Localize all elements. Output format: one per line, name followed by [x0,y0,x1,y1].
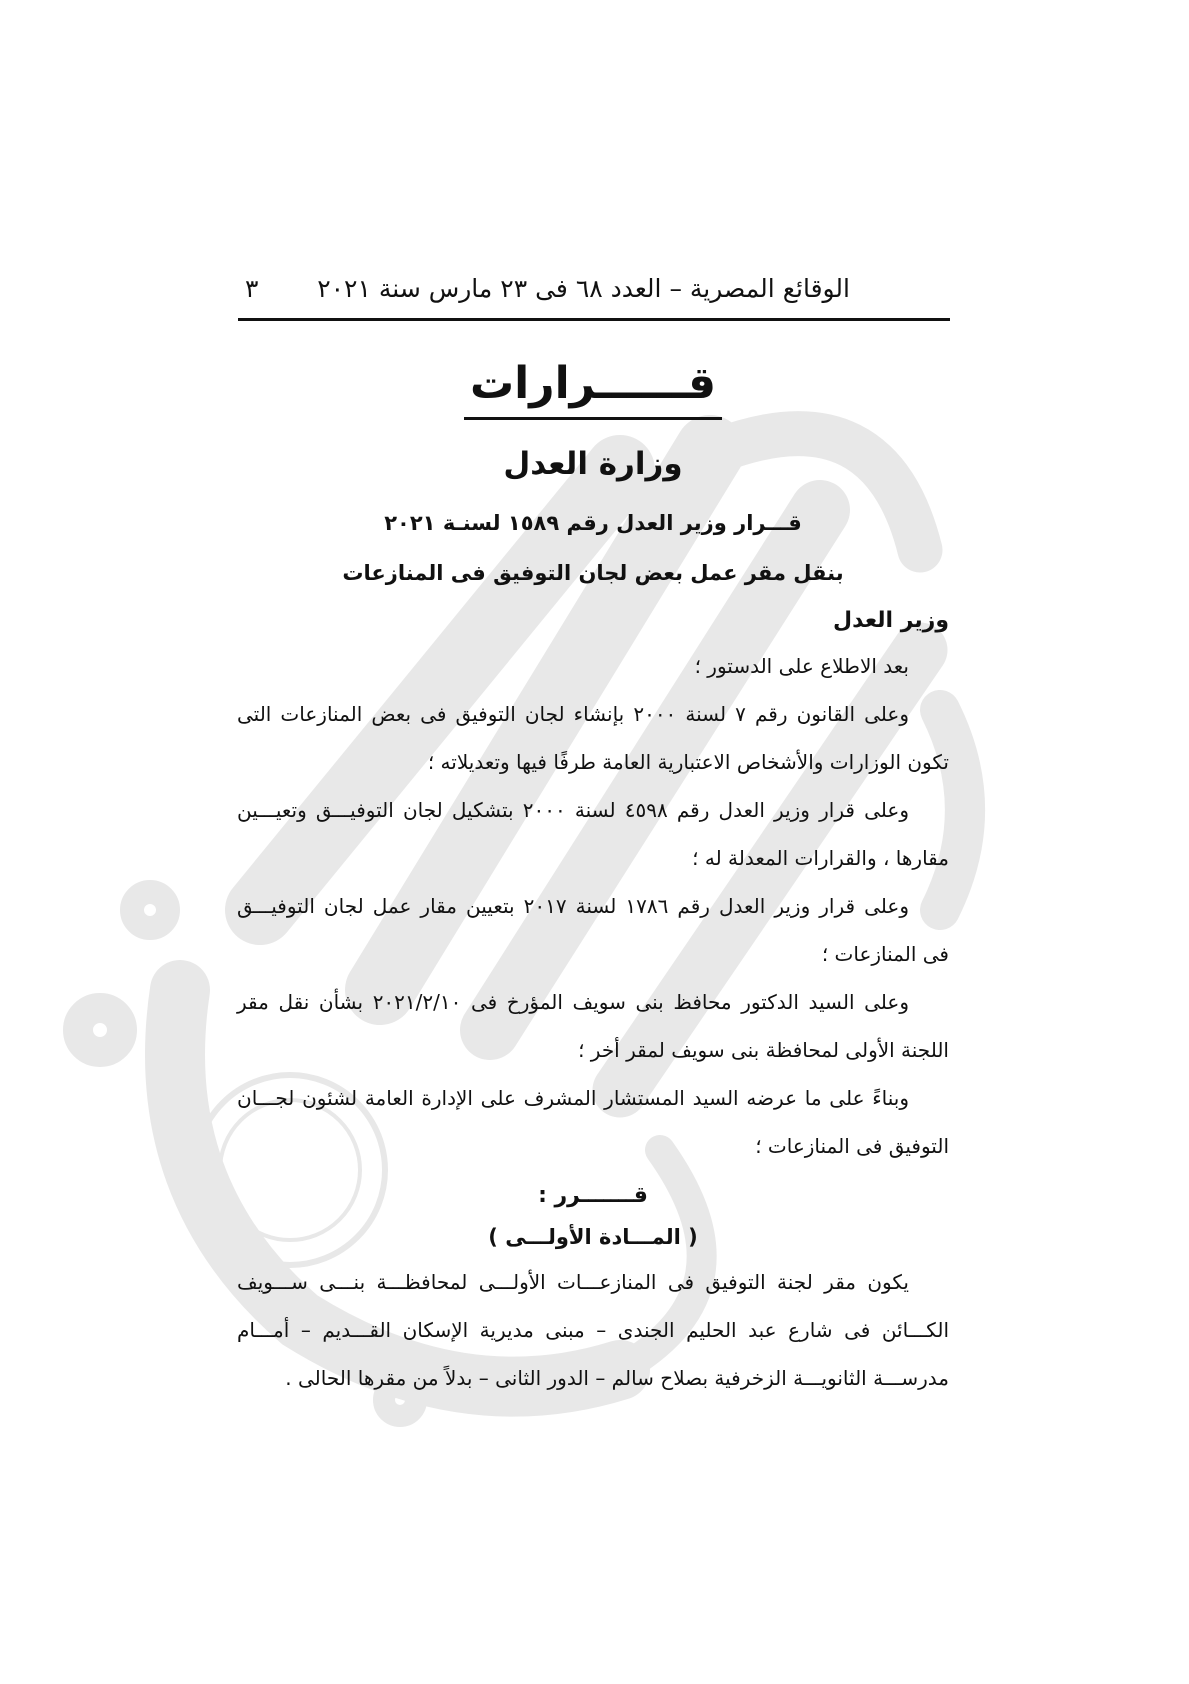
article-title: ( المـــادة الأولـــى ) [488,1225,698,1249]
issuer-heading: وزير العدل [833,608,949,633]
article-text: يكون مقر لجنة التوفيق فى المنازعـــات الأولـــى لمحافظـــة بنـــى ســـويف الكـــائن فى شارع عبد الحليم الجندى – مبنى مديرية الإسكان القـــديم – أمـــام مدرســـة الثانويـــة الزخرفية بصلاح سالم – الدور الثانى – بدلاً من مقرها الحالى . [237,1270,949,1390]
decree-title: قـــرار وزير العدل رقم ١٥٨٩ لسنـة ٢٠٢١ [384,511,802,535]
section-title: قــــــرارات [464,355,722,420]
ministry-name: وزارة العدل [503,446,683,482]
header-divider [238,318,950,321]
decree-document [237,355,949,1402]
preamble-paragraph: وعلى السيد الدكتور محافظ بنى سويف المؤرخ فى ٢٠٢١/٢/١٠ بشأن نقل مقر اللجنة الأولى لمحافظة بنى سويف لمقر أخر ؛ [237,990,949,1062]
preamble-paragraph: وعلى القانون رقم ٧ لسنة ٢٠٠٠ بإنشاء لجان التوفيق فى بعض المنازعات التى تكون الوزارات والأشخاص الاعتبارية العامة طرفًا فيها وتعديلاته ؛ [237,702,949,774]
preamble-paragraph: بعد الاطلاع على الدستور ؛ [694,654,909,678]
decided-heading: قـــــــرر : [538,1183,648,1208]
preamble-paragraph: وعلى قرار وزير العدل رقم ٤٥٩٨ لسنة ٢٠٠٠ بتشكيل لجان التوفيـــق وتعيـــين مقارها ، والقرارات المعدلة له ؛ [237,798,949,870]
page-number: ٣ [245,274,259,303]
decree-subject: بنقل مقر عمل بعض لجان التوفيق فى المنازعات [342,561,844,585]
preamble [237,642,949,1170]
preamble-paragraph: وبناءً على ما عرضه السيد المستشار المشرف على الإدارة العامة لشئون لجـــان التوفيق فى المنازعات ؛ [237,1086,949,1158]
gazette-issue-title: الوقائع المصرية – العدد ٦٨ فى ٢٣ مارس سنة ٢٠٢١ [317,274,850,303]
page-header [235,272,950,312]
section-heading [237,355,949,420]
preamble-paragraph: وعلى قرار وزير العدل رقم ١٧٨٦ لسنة ٢٠١٧ بتعيين مقار عمل لجان التوفيـــق فى المنازعات ؛ [237,894,949,966]
